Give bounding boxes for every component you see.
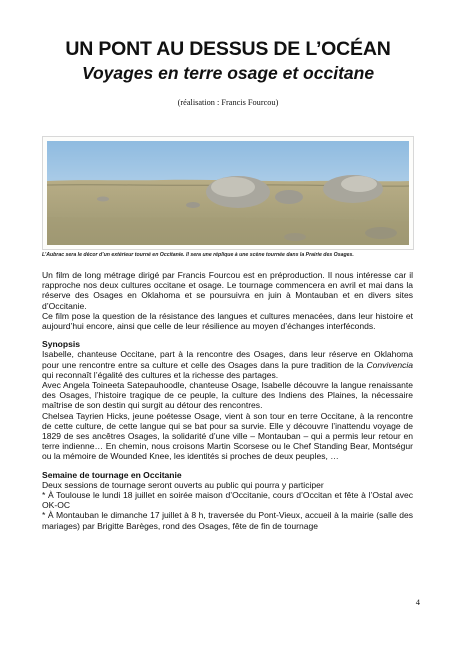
synopsis-heading: Synopsis (42, 339, 80, 350)
landscape-photo (42, 136, 414, 250)
synopsis-paragraph-2: Avec Angela Toineeta Satepauhoodle, chanteuse Osage, Isabelle découvre la langue renaissante des Osages, l’histoire tragique de ce peuple, la culture des Indiens des Plaines, la nécessaire maîtrise de son destin qui surgit au détour des rencontres. (42, 380, 413, 411)
article-body (42, 270, 413, 531)
aubrac-landscape-image (43, 137, 413, 249)
director-credit: (réalisation : Francis Fourcou) (177, 98, 279, 107)
synopsis-paragraph-1: Isabelle, chanteuse Occitane, part à la rencontre des Osages, dans leur réserve en Oklahoma pour une rencontre entre sa culture et celle des Osages dans la pure tradition de la Convivencia qui reconnaît l’égalité des cultures et la richesse des partages. (42, 349, 413, 380)
synopsis-paragraph-3: Chelsea Tayrien Hicks, jeune poétesse Osage, vient à son tour en terre Occitane, à la rencontre de cette culture, de cette langue qui se bat pour sa survie. Elle y découvre l’inattendu voyage de 1829 de ses ancêtres Osages, la solidarité d’une ville – Montauban – qui a permis leur retour en terre indienne… En chemin, nous croisons Martin Scorsese ou le Chef Standing Bear, Montségur ou la mémoire de Wounded Knee, les identités si proches de deux peuples, … (42, 410, 413, 462)
page-number: 4 (415, 597, 420, 607)
convivencia-term: Convivencia (366, 359, 413, 370)
semaine-line: Deux sessions de tournage seront ouverts au public qui pourra y participer (42, 479, 324, 490)
semaine-heading: Semaine de tournage en Occitanie (42, 469, 182, 480)
title-main: UN PONT AU DESSUS DE L’OCÉAN (65, 38, 391, 60)
semaine-line: * À Montauban le dimanche 17 juillet à 8 h, traversée du Pont-Vieux, accueil à la mairie (salle des mariages) par Brigitte Barèges, rond des Osages, fête de fin de tournage (42, 510, 413, 531)
intro-paragraph-2: Ce film pose la question de la résistance des langues et cultures menacées, dans leur histoire et aujourd’hui encore, ainsi que celle de leur résilience au moyen d’échanges interféconds. (42, 310, 413, 332)
intro-paragraph-1: Un film de long métrage dirigé par Francis Fourcou est en préproduction. Il nous intéresse car il rapproche nos deux cultures occitane et osage. Le tournage commencera en avril et mai dans la réserve des Osages en Oklahoma et se poursuivra en juin à Montauban et en divers sites d’Occitanie. (42, 270, 413, 311)
title-subtitle: Voyages en terre osage et occitane (81, 63, 375, 83)
semaine-line: * À Toulouse le lundi 18 juillet en soirée maison d’Occitanie, cours d’Occitan et fête à l’Ostal avec OK-OC (42, 490, 413, 511)
photo-caption: L’Aubrac sera le décor d’un extérieur tourné en Occitanie. Il sera une réplique à une scène tournée dans la Prairie des Osages. (42, 252, 354, 258)
